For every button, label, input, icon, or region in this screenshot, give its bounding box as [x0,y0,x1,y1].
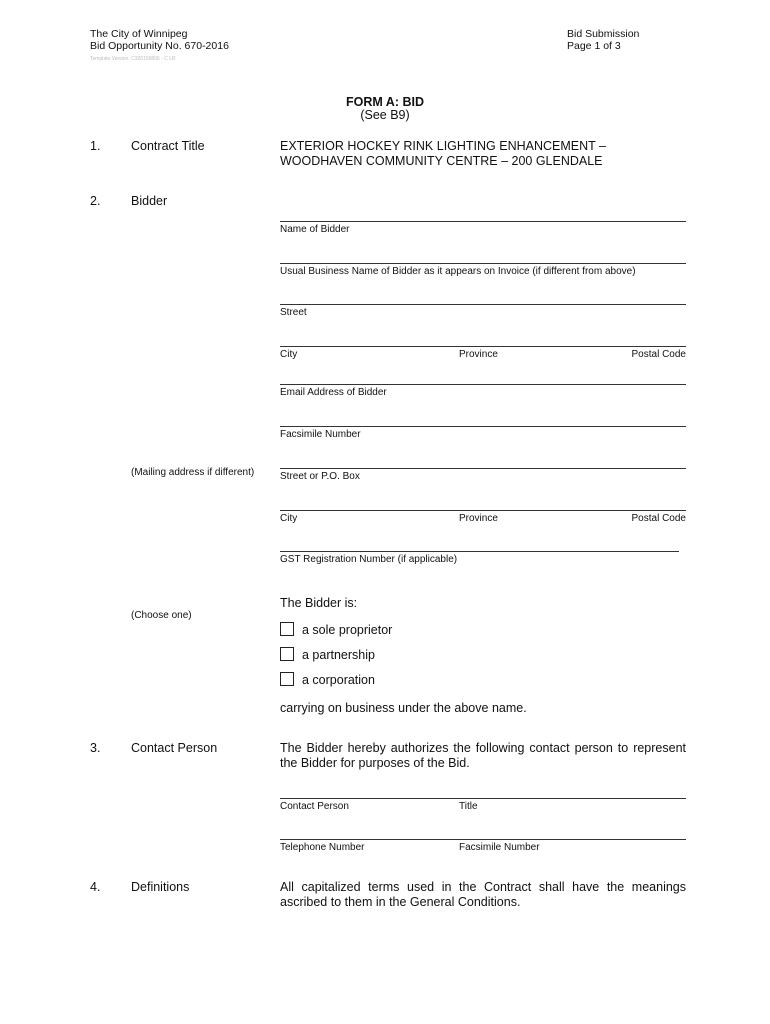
corporation-checkbox[interactable] [280,672,294,686]
section-1-number: 1. [90,139,101,153]
header-page: Page 1 of 3 [567,40,621,52]
business-name-label: Usual Business Name of Bidder as it appears on Invoice (if different from above) [280,266,636,277]
section-2-number: 2. [90,194,101,208]
mailing-address-note: (Mailing address if different) [131,467,255,478]
email-field[interactable] [280,384,686,385]
definitions-text: All capitalized terms used in the Contract shall have the meanings ascribed to them in the General Conditions. [280,880,686,909]
sole-proprietor-checkbox[interactable] [280,622,294,636]
section-2-label: Bidder [131,194,168,208]
template-version: Template Version: C320150806 - C LR [90,56,176,62]
carrying-on-business-text: carrying on business under the above name. [280,701,527,715]
contact-person-title-field[interactable] [280,798,686,799]
partnership-checkbox[interactable] [280,647,294,661]
fax-label: Facsimile Number [280,429,361,440]
form-subtitle: (See B9) [360,108,410,122]
header-opportunity: Bid Opportunity No. 670-2016 [90,40,229,52]
email-label: Email Address of Bidder [280,387,387,398]
corporation-label: a corporation [302,673,375,687]
telephone-fax-field[interactable] [280,839,686,840]
contact-title-label: Title [459,801,478,812]
telephone-label: Telephone Number [280,842,365,853]
section-4-label: Definitions [131,880,190,894]
gst-field[interactable] [280,551,679,552]
contract-title-line2: WOODHAVEN COMMUNITY CENTRE – 200 GLENDALE [280,154,603,168]
mailing-province-label: Province [459,513,498,524]
postal-code-label: Postal Code [631,349,686,360]
name-of-bidder-label: Name of Bidder [280,224,350,235]
section-1-label: Contract Title [131,139,205,153]
partnership-label: a partnership [302,648,375,662]
sole-proprietor-label: a sole proprietor [302,623,393,637]
contact-person-label: Contact Person [280,801,349,812]
fax-field[interactable] [280,426,686,427]
mailing-street-field[interactable] [280,468,686,469]
choose-one-note: (Choose one) [131,610,192,621]
mailing-city-label: City [280,513,298,524]
mailing-city-province-postal-field[interactable] [280,510,686,511]
section-4-number: 4. [90,880,101,894]
contact-fax-label: Facsimile Number [459,842,540,853]
section-3-label: Contact Person [131,741,218,755]
mailing-street-label: Street or P.O. Box [280,471,360,482]
city-province-postal-field[interactable] [280,346,686,347]
province-label: Province [459,349,498,360]
gst-label: GST Registration Number (if applicable) [280,554,458,565]
section-3-number: 3. [90,741,101,755]
bidder-is-text: The Bidder is: [280,596,358,610]
name-of-bidder-field[interactable] [280,221,686,222]
street-label: Street [280,307,307,318]
header-org: The City of Winnipeg [90,28,188,40]
mailing-postal-code-label: Postal Code [631,513,686,524]
street-field[interactable] [280,304,686,305]
header-submission: Bid Submission [567,28,640,40]
business-name-field[interactable] [280,263,686,264]
contact-authorization-text: The Bidder hereby authorizes the following contact person to represent the Bidder for purposes of the Bid. [280,741,686,770]
city-label: City [280,349,298,360]
contract-title-line1: EXTERIOR HOCKEY RINK LIGHTING ENHANCEMENT – [280,139,606,153]
form-title: FORM A: BID [346,95,424,109]
